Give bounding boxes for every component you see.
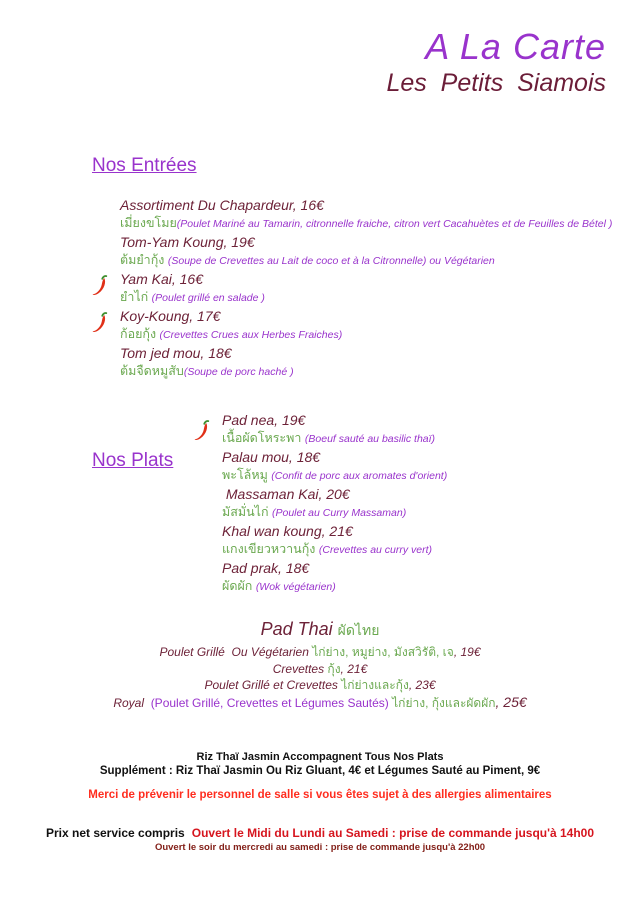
rice-accompaniment-note: Riz Thaï Jasmin Accompagnent Tous Nos Plats — [196, 751, 444, 763]
restaurant-name: Les Petits Siamois — [386, 69, 606, 97]
option-label: Crevettes — [272, 661, 328, 676]
menu-item-koy-koung — [120, 308, 612, 344]
item-description-line — [120, 214, 612, 233]
item-thai-name: พะโล้หมู — [222, 468, 272, 482]
option-thai: ไก่ย่าง, กุ้งและผัดผัก — [392, 695, 496, 710]
item-description-line — [222, 466, 447, 485]
item-label: Pad nea, 19€ — [222, 412, 306, 428]
option-thai: ไก่ย่างและกุ้ง — [341, 678, 409, 692]
pad-thai-title-fr: Pad Thai — [260, 619, 338, 639]
item-description-line — [222, 503, 447, 522]
item-label: Khal wan koung, 21€ — [222, 523, 353, 539]
price-and-hours-line — [0, 826, 640, 840]
item-label: Palau mou, 18€ — [222, 449, 321, 465]
option-label: Royal — [113, 695, 151, 710]
option-detail: (Poulet Grillé, Crevettes et Légumes Sautés) — [150, 695, 393, 710]
menu-item-palau-mou — [222, 449, 447, 485]
item-label: Yam Kai, 16€ — [120, 271, 204, 287]
menu-item-pad-nea — [222, 412, 447, 448]
entrees-list — [120, 197, 612, 382]
item-description-line — [222, 577, 447, 596]
item-label: Tom-Yam Koung, 19€ — [120, 234, 255, 250]
option-price: , 19€ — [453, 645, 481, 659]
item-thai-name: ต้มจืดหมูสับ — [120, 364, 184, 378]
item-thai-name: เมี่ยงขโมย — [120, 216, 177, 230]
item-label: Massaman Kai, 20€ — [222, 486, 350, 502]
option-thai: กุ้ง — [327, 661, 341, 676]
item-description-line — [222, 540, 447, 559]
item-description: (Poulet au Curry Massaman) — [271, 507, 407, 519]
pad-thai-title — [0, 618, 640, 642]
pad-thai-option — [0, 644, 640, 661]
item-description: (Confit de porc aux aromates d'orient) — [271, 470, 448, 482]
menu-item-tom-jed-mou — [120, 345, 612, 381]
evening-hours: Ouvert le soir du mercredi au samedi : prise de commande jusqu'à 22h00 — [154, 842, 486, 853]
chili-pepper-icon — [91, 311, 109, 335]
item-description-line — [222, 429, 447, 448]
item-thai-name: แกงเขียวหวานกุ้ง — [222, 542, 319, 556]
item-description: (Poulet grillé en salade ) — [151, 292, 265, 304]
pad-thai-title-thai: ผัดไทย — [337, 622, 380, 638]
section-heading-plats: Nos Plats — [92, 450, 174, 471]
menu-item-tom-yam-koung — [120, 234, 612, 270]
option-thai: ไก่ย่าง, หมูย่าง, มังสวิรัติ, เจ — [312, 645, 454, 659]
menu-item-yam-kai — [120, 271, 612, 307]
menu-item-pad-prak — [222, 560, 447, 596]
option-price: , 21€ — [340, 661, 368, 676]
item-description: (Boeuf sauté au basilic thaï) — [304, 433, 436, 445]
item-description-line — [120, 325, 612, 344]
pad-thai-option-royal — [0, 694, 640, 712]
item-thai-name: เนื้อผัดโหระพา — [222, 431, 305, 445]
plats-list — [222, 412, 447, 597]
item-thai-name: ก้อยกุ้ง — [120, 327, 160, 341]
price-note: Prix net service compris — [45, 826, 185, 840]
item-thai-name: ผัดผัก — [222, 579, 256, 593]
item-label: Pad prak, 18€ — [222, 560, 310, 576]
item-description-line — [120, 251, 612, 270]
pad-thai-option — [0, 677, 640, 694]
pad-thai-section — [0, 618, 640, 711]
menu-item-massaman-kai — [222, 486, 447, 522]
supplement-note: Supplément : Riz Thaï Jasmin Ou Riz Gluant, 4€ et Légumes Sauté au Piment, 9€ — [99, 765, 541, 777]
item-description: (Poulet Mariné au Tamarin, citronnelle fraiche, citron vert Cacahuètes et de Feuilles de Bétel ) — [176, 218, 613, 230]
item-thai-name: ต้มยำกุ้ง — [120, 253, 168, 267]
item-description-line — [120, 288, 612, 307]
item-description: (Crevettes au curry vert) — [318, 544, 433, 556]
item-description: (Wok végétarien) — [255, 581, 336, 593]
option-price: , 23€ — [408, 678, 436, 692]
allergy-warning: Merci de prévenir le personnel de salle si vous êtes sujet à des allergies alimentaires — [88, 789, 552, 801]
option-price: , 25€ — [495, 693, 527, 710]
midday-hours: Ouvert le Midi du Lundi au Samedi : prise de commande jusqu'à 14h00 — [191, 826, 595, 840]
item-label: Tom jed mou, 18€ — [120, 345, 232, 361]
chili-pepper-icon — [193, 419, 211, 443]
menu-item-khal-wan-koung — [222, 523, 447, 559]
pad-thai-option — [0, 661, 640, 678]
item-label: Assortiment Du Chapardeur, 16€ — [120, 197, 324, 213]
item-thai-name: มัสมั่นไก่ — [222, 505, 272, 519]
item-description: (Soupe de porc haché ) — [183, 366, 294, 378]
item-description-line — [120, 362, 612, 381]
menu-item-assortiment — [120, 197, 612, 233]
title-block — [386, 26, 606, 98]
item-description: (Soupe de Crevettes au Lait de coco et à la Citronnelle) ou Végétarien — [167, 255, 495, 267]
item-label: Koy-Koung, 17€ — [120, 308, 221, 324]
chili-pepper-icon — [91, 274, 109, 298]
item-thai-name: ยำไก่ — [120, 290, 152, 304]
option-label: Poulet Grillé et Crevettes — [204, 678, 342, 692]
option-label: Poulet Grillé Ou Végétarien — [159, 645, 313, 659]
item-description: (Crevettes Crues aux Herbes Fraiches) — [159, 329, 343, 341]
section-heading-entrees: Nos Entrées — [92, 155, 197, 176]
page-title: A La Carte — [425, 26, 606, 67]
